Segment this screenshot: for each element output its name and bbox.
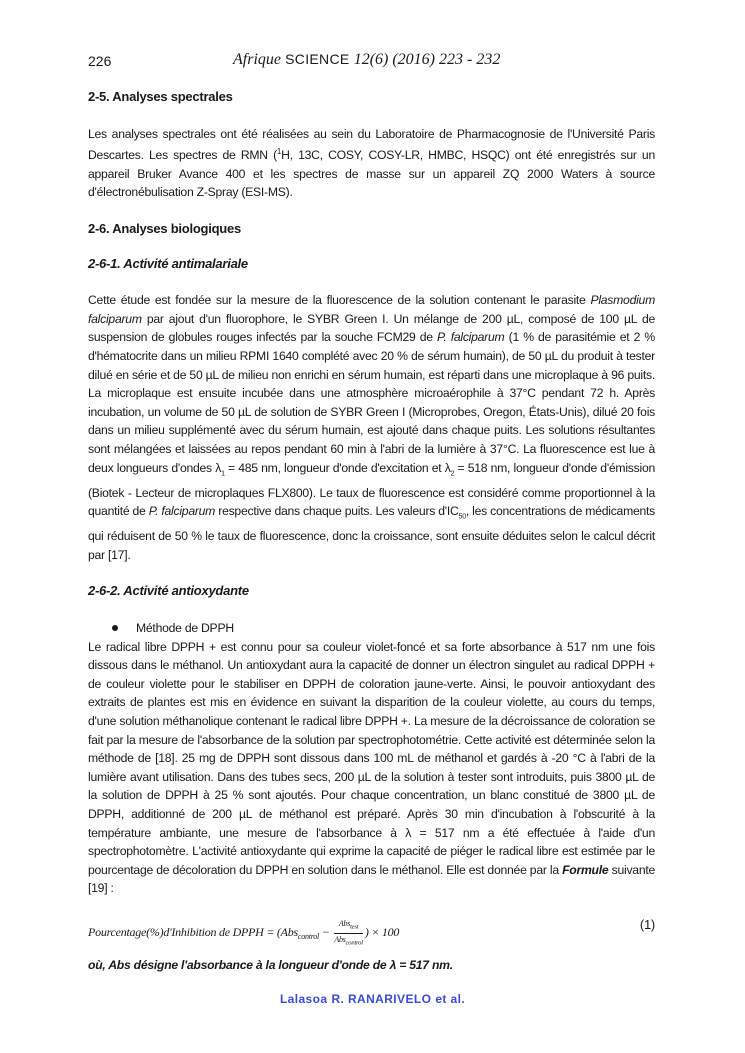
subsection-title-2-6-2: 2-6-2. Activité antioxydante <box>88 583 249 599</box>
paragraph-analyses-spectrales: Les analyses spectrales ont été réalisées au sein du Laboratoire de Pharmacognosie de l'Université Paris Descartes. Les spectres de RMN ($^1$H, 13C, COSY, COSY-LR, HMBC, HSQC) ont été enregistrés sur un appareil Bruker Avance 400 et les spectres de masse sur un appareil ZQ 2000 Waters à source d'électronébulisation Z-Spray (ESI-MS). <box>88 126 655 200</box>
equation-number: (1) <box>639 916 655 932</box>
journal-header <box>233 51 500 69</box>
page-number: 226 <box>88 53 112 69</box>
section-title-2-5: 2-5. Analyses spectrales <box>88 89 233 104</box>
formula <box>88 910 655 947</box>
journal-name-italic: Afrique <box>233 51 281 68</box>
bullet-label: Méthode de DPPH <box>136 621 234 635</box>
article-body <box>88 88 655 975</box>
formula-expression: Pourcentage(%)d'Inhibition de DPPH = (Abs$_{control}$ − $\frac{Abs_{test}}{Abs_{control}}$ ) × 100 <box>88 918 400 947</box>
bullet-icon <box>112 625 118 631</box>
subsection-title-2-6-1: 2-6-1. Activité antimalariale <box>88 255 248 271</box>
paragraph-dpph: Le radical libre DPPH + est connu pour sa couleur violet-foncé et sa forte absorbance à 517 nm une fois dissous dans le méthanol. Un antioxydant aura la capacité de donner un électron singulet au radical DPPH + de couleur violette pour le stabiliser en DPPH de coloration jaune-verte. Ainsi, le pouvoir antioxydant des extraits de plantes est mis en évidence en suivant la disparition de la couleur violette, au cours du temps, d'une solution méthanolique contenant le radical libre DPPH +. La mesure de la décroissance de coloration se fait par la mesure de l'absorbance de la solution par spectrophotométrie. Cette activité est déterminée selon la méthode de [18]. 25 mg de DPPH sont dissous dans 100 mL de méthanol et gardés à -20 °C à l'abri de la lumière avant utilisation. Dans des tubes secs, 200 µL de la solution à tester sont introduits, puis 3800 µL de la solution de DPPH à 25 % sont ajoutés. Pour chaque concentration, un blanc constitué de 3800 µL de DPPH, additionné de 200 µL de méthanol est préparé. Après 30 min d'incubation à l'obscurité à la température ambiante, une mesure de l'absorbance à λ = 517 nm a été effectuée à l'aide d'un spectrophotomètre. L'activité antioxydante qui exprime la capacité de piéger le radical libre est estimée par le pourcentage de décoloration du DPPH en solution dans le méthanol. Elle est donnée par la Formule suivante [19] : <box>88 639 656 896</box>
journal-name-caps: SCIENCE <box>285 51 350 67</box>
footer-authors: Lalasoa R. RANARIVELO et al. <box>279 992 466 1006</box>
bullet-item <box>112 619 655 638</box>
formula-note: où, Abs désigne l'absorbance à la longueur d'onde de λ = 517 nm. <box>88 957 453 972</box>
paragraph-antimalariale: Cette étude est fondée sur la mesure de la fluorescence de la solution contenant le parasite Plasmodium falciparum par ajout d'un fluorophore, le SYBR Green I. Un mélange de 200 µL, composé de 100 µL de suspension de globules rouges infectés par la souche FCM29 de P. falciparum (1 % de parasitémie et 2 % d'hématocrite dans un milieu RPMI 1640 complété avec 20 % de sérum humain), de 50 µL du produit à tester dilué en série et de 50 µL de milieu non enrichi en sérum humain, est réparti dans une microplaque à 96 puits. La microplaque est ensuite incubée dans une atmosphère microaérophile à 37°C pendant 72 h. Après incubation, un volume de 50 µL de solution de SYBR Green I (Microprobes, Oregon, États-Unis), dilué 20 fois dans un milieu supplémenté avec du sérum humain, est ajouté dans chaque puits. Les solutions résultantes sont mélangées et laissées au repos pendant 60 min à l'abri de la lumière à 37°C. La fluorescence est lue à deux longueurs d'ondes $\lambda_1 = 485$ nm, longueur d'onde d'excitation et $\lambda_2 = 518$ nm, longueur d'onde d'émission (Biotek - Lecteur de microplaques FLX800). Le taux de fluorescence est considéré comme proportionnel à la quantité de P. falciparum respective dans chaque puits. Les valeurs $d'IC_{50}$, les concentrations de médicaments qui réduisent de 50 % le taux de fluorescence, donc la croissance, sont ensuite déduites selon le calcul décrit par [17]. <box>88 293 656 562</box>
journal-citation: 12(6) (2016) 223 - 232 <box>353 51 501 68</box>
section-title-2-6: 2-6. Analyses biologiques <box>88 221 241 237</box>
